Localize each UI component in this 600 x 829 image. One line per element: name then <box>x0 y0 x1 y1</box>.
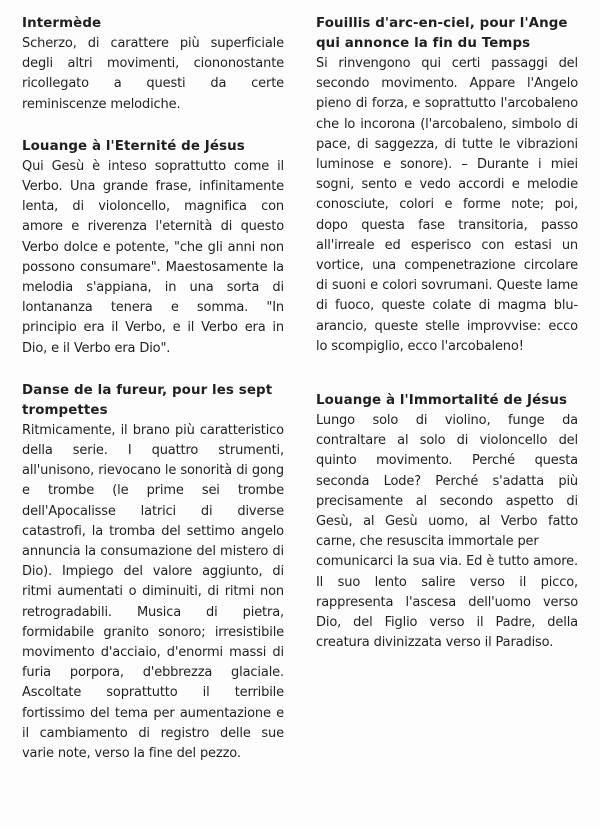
section-heading: Louange à l'Immortalité de Jésus <box>316 393 568 409</box>
right-column <box>316 14 578 675</box>
section-body: Qui Gesù è inteso soprattutto come il Verbo. Una grande frase, infinitamente lenta, di violoncello, magnifica con amore e riverenza l'eternità di questo Verbo dolce e potente, "che gli anni non possono consumare". Maestosamente la melodia s'appiana, in una sorta di lontananza tenera e somma. "In principio era il Verbo, e il Verbo era in Dio, e il Verbo era Dio". <box>22 158 284 356</box>
section-intermede <box>22 14 284 115</box>
section-heading: Danse de la fureur, pour les sept trompettes <box>22 382 273 418</box>
section-heading: Louange à l'Eternité de Jésus <box>22 138 245 154</box>
section-body-part2: comunicarci la sua via. Ed è tutto amore. Il suo lento salire verso il picco, rappresenta l'ascesa dell'uomo verso Dio, del Figlio verso il Padre, della creatura divinizzata verso il Paradiso. <box>316 554 578 651</box>
section-body-part1: Lungo solo di violino, funge da contraltare al solo di violoncello del quinto movimento. Perché questa seconda Lode? Perché s'adatta più precisamente al secondo aspetto di Gesù, al Gesù uomo, al Verbo fatto carne, che resuscita immortale per <box>316 413 578 550</box>
section-body: Scherzo, di carattere più superficiale degli altri movimenti, ciononostante ricollegato a questi da certe reminiscenze melodiche. <box>22 36 284 112</box>
section-louange-immortalite <box>316 391 578 653</box>
section-fouillis-arc-en-ciel <box>316 14 578 357</box>
section-danse-fureur <box>22 381 284 764</box>
section-body: Ritmicamente, il brano più caratteristico della serie. I quattro strumenti, all'unisono, rievocano le sonorità di gong e trombe (le prime sei trombe dell'Apocalisse latrici di diverse catastrofi, la tromba del settimo angelo annuncia la consumazione del mistero di Dio). Impiego del valore aggiunto, di ritmi aumentati o diminuiti, di ritmi non retrogradabili. Musica di pietra, formidabile granito sonoro; irresistibile movimento d'acciaio, d'enormi massi di furia porpora, d'ebbrezza glaciale. Ascoltate soprattutto il terribile fortissimo del tema per aumentazione e il cambiamento di registro delle sue varie note, verso la fine del pezzo. <box>22 422 284 762</box>
section-body: Si rinvengono qui certi passaggi del secondo movimento. Appare l'Angelo pieno di forza, e soprattutto l'arcobaleno che lo incorona (l'arcobaleno, simbolo di pace, di saggezza, di tutte le vibrazioni luminose e sonore). – Durante i miei sogni, sento e vedo accordi e melodie conosciute, colori e forme note; poi, dopo questa fase transitoria, passo all'irreale ed esperisco con estasi un vortice, una compenetrazione circolare di suoni e colori sovrumani. Queste lame di fuoco, queste colate di magma blu-arancio, queste stelle improvvise: ecco lo scompiglio, ecco l'arcobaleno! <box>316 56 578 354</box>
section-heading: Intermède <box>22 16 102 31</box>
left-column <box>22 14 284 786</box>
section-heading: Fouillis d'arc-en-ciel, pour l'Ange qui annonce la fin du Temps <box>316 16 568 51</box>
section-louange-eternite <box>22 137 284 359</box>
